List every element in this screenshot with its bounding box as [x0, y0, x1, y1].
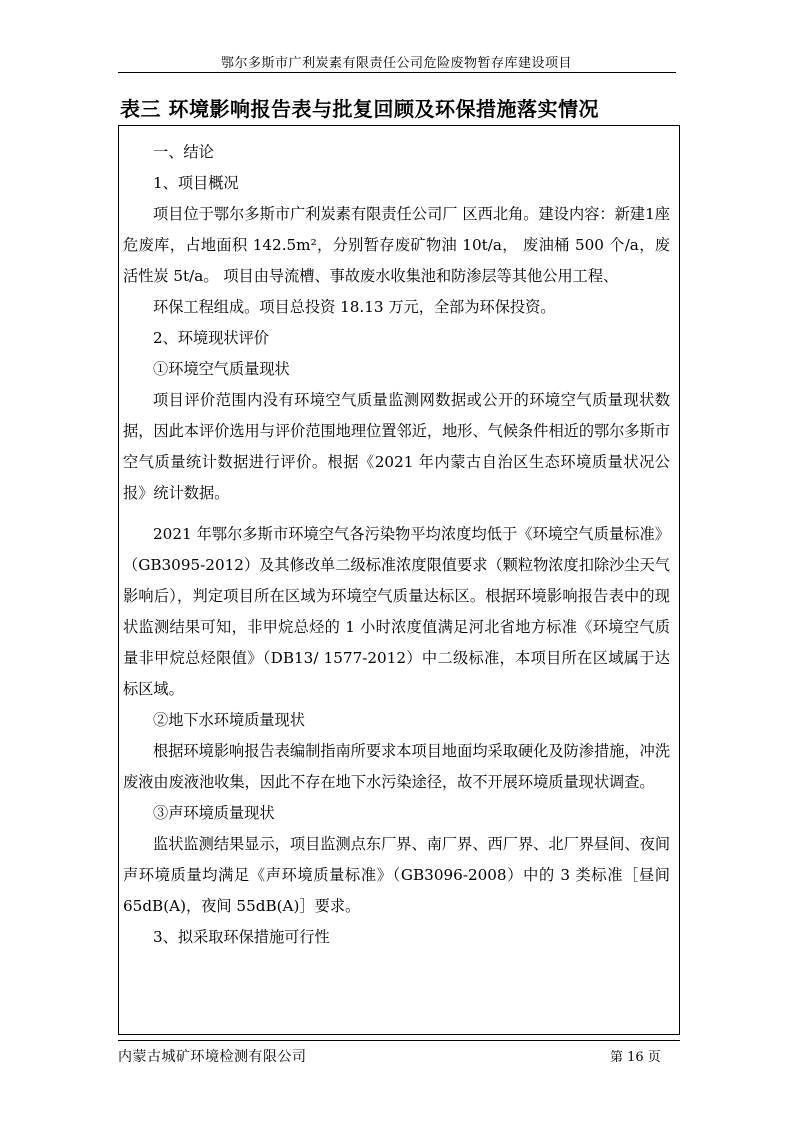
paragraph-air-quality-data: 项目评价范围内没有环境空气质量监测网数据或公开的环境空气质量现状数据，因此本评价选用与评价范围地理位置邻近，地形、气候条件相近的鄂尔多斯市空气质量统计数据进行评价。根据《2021 年内蒙古自治区生态环境质量状况公报》统计数据。	[123, 391, 670, 502]
heading-conclusion: 一、结论	[153, 143, 214, 161]
heading-noise: ③声环境质量现状	[153, 804, 275, 822]
paragraph-groundwater: 根据环境影响报告表编制指南所要求本项目地面均采取硬化及防渗措施，冲洗废液由废液池收集，因此不存在地下水污染途径，故不开展环境质量现状调查。	[123, 742, 670, 791]
footer-rule	[118, 1040, 680, 1041]
heading-air-quality: ①环境空气质量现状	[153, 360, 290, 378]
section-title: 表三 环境影响报告表与批复回顾及环保措施落实情况	[120, 97, 599, 121]
heading-measures: 3、拟采取环保措施可行性	[153, 928, 330, 946]
paragraph-investment: 环保工程组成。项目总投资 18.13 万元，全部为环保投资。	[153, 298, 556, 316]
paragraph-air-quality-result: 2021 年鄂尔多斯市环境空气各污染物平均浓度均低于《环境空气质量标准》（GB3095-2012）及其修改单二级标准浓度限值要求（颗粒物浓度扣除沙尘天气影响后），判定项目所在区域为环境空气质量达标区。根据环境影响报告表中的现状监测结果可知，非甲烷总烃的 1 小时浓度值满足河北省地方标准《环境空气质量非甲烷总烃限值》（DB13/ 1577-2012）中二级标准，本项目所在区域属于达标区域。	[123, 525, 670, 698]
footer-company: 内蒙古城矿环境检测有限公司	[118, 1049, 307, 1065]
heading-environment-status: 2、环境现状评价	[153, 329, 269, 347]
header-rule	[118, 72, 676, 73]
heading-groundwater: ②地下水环境质量现状	[153, 711, 305, 729]
page-number: 第 16 页	[610, 1050, 661, 1065]
content-body	[118, 137, 680, 953]
paragraph-noise: 监状监测结果显示，项目监测点东厂界、南厂界、西厂界、北厂界昼间、夜间声环境质量均满足《声环境质量标准》（GB3096-2008）中的 3 类标准［昼间65dB(A)，夜间 55dB(A)］要求。	[123, 835, 670, 915]
heading-project-overview: 1、项目概况	[153, 174, 239, 192]
running-header: 鄂尔多斯市广利炭素有限责任公司危险废物暂存库建设项目	[220, 56, 572, 71]
paragraph-project-overview: 项目位于鄂尔多斯市广利炭素有限责任公司厂 区西北角。建设内容：新建1座危废库，占地面积 142.5m²，分别暂存废矿物油 10t/a， 废油桶 500 个/a，废活性炭 5t/a。 项目由导流槽、事故废水收集池和防渗层等其他公用工程、	[123, 205, 670, 285]
